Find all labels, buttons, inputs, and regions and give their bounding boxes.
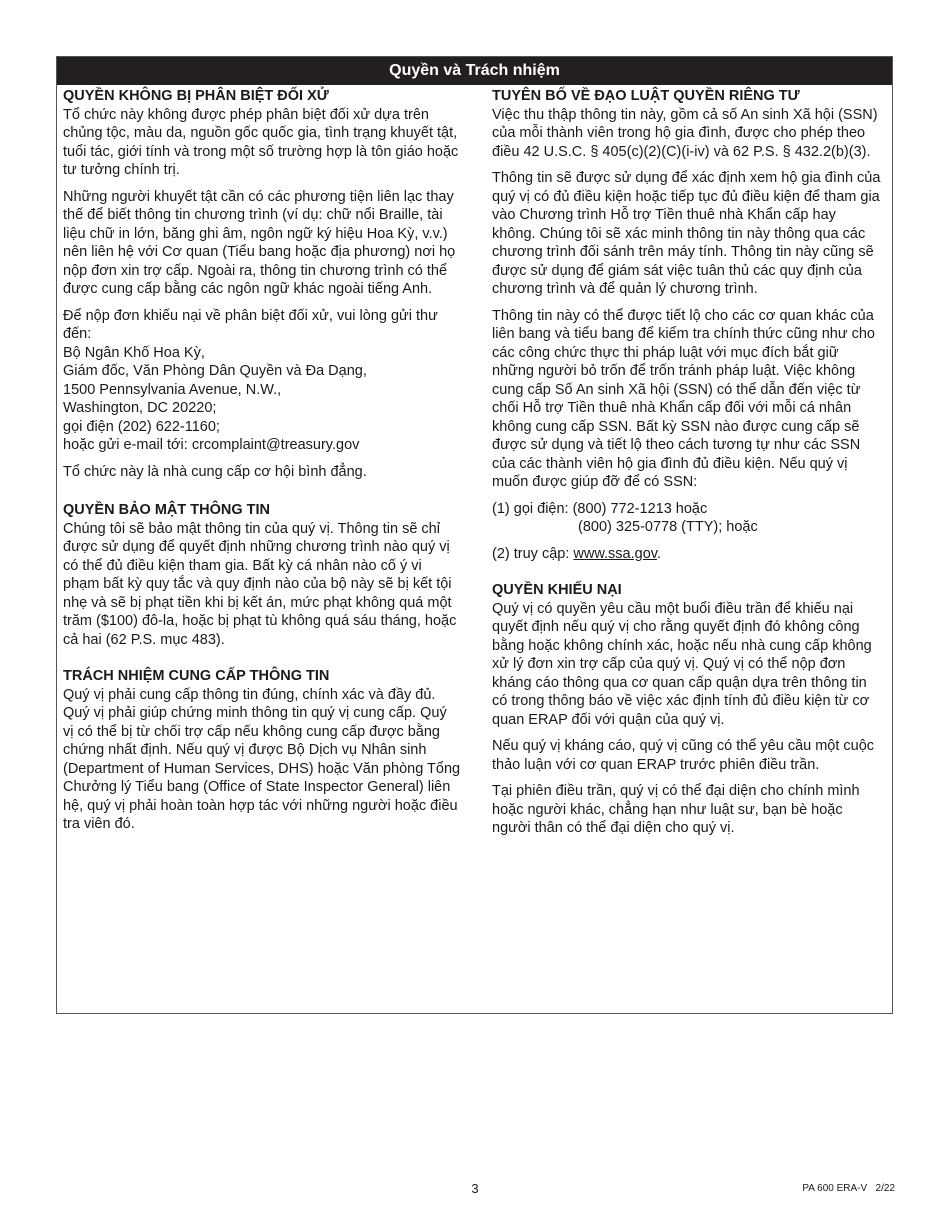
responsibility-section xyxy=(63,667,461,834)
right-column xyxy=(492,87,882,852)
appeal-para-3: Tại phiên điều trần, quý vị có thể đại diện cho chính mình hoặc người khác, chẳng hạn như luật sư, bạn bè hoặc người thân có thể đại diện cho quý vị. xyxy=(492,783,860,836)
nondiscrimination-para-2: Những người khuyết tật cần có các phương tiện liên lạc thay thế để biết thông tin chương trình (ví dụ: chữ nổi Braille, tài liệu chữ in lớn, băng ghi âm, ngôn ngữ ký hiệu Hoa Kỳ, v.v.) nên liên hệ với Cơ quan (Tiểu bang hoặc địa phương) nơi họ nộp đơn xin trợ cấp. Ngoài ra, thông tin chương trình có thể được cung cấp bằng các ngôn ngữ khác ngoài tiếng Anh. xyxy=(63,188,456,297)
nondiscrimination-section xyxy=(63,87,461,481)
responsibility-heading: TRÁCH NHIỆM CUNG CẤP THÔNG TIN xyxy=(63,668,330,684)
privacy-para: Chúng tôi sẽ bảo mật thông tin của quý vị. Thông tin sẽ chỉ được sử dụng để quyết định những chương trình nào quý vị có thể đủ điều kiện tham gia. Bất kỳ cá nhân nào cố ý vi phạm bất kỳ quy tắc và quy định nào của bộ này sẽ bị kết tội nhẹ và sẽ bị phạt tiền khi bị kết án, mức phạt không quá một trăm ($100) đô-la, hoặc bị phạt tù không quá sáu tháng, hoặc cả hai (62 P.S. mục 483). xyxy=(63,520,457,648)
appeal-para-2: Nếu quý vị kháng cáo, quý vị cũng có thể yêu cầu một cuộc thảo luận với cơ quan ERAP trước phiên điều trần. xyxy=(492,738,875,773)
equal-opportunity-statement: Tổ chức này là nhà cung cấp cơ hội bình đẳng. xyxy=(63,463,367,480)
rights-box xyxy=(56,56,893,1014)
privacy-act-heading: TUYÊN BỐ VỀ ĐẠO LUẬT QUYỀN RIÊNG TƯ xyxy=(492,88,800,104)
visit-prefix: (2) truy cập: xyxy=(492,545,574,562)
visit-suffix: . xyxy=(656,545,661,562)
privacy-heading: QUYỀN BẢO MẬT THÔNG TIN xyxy=(63,502,271,518)
privacy-section xyxy=(63,501,461,649)
phone-line-2: (800) 325-0778 (TTY); hoặc xyxy=(578,519,758,535)
phone-line-1: (1) gọi điện: (800) 772-1213 hoặc xyxy=(492,500,708,517)
address-line: Bộ Ngân Khố Hoa Kỳ, xyxy=(63,344,205,361)
page-number: 3 xyxy=(471,1181,479,1196)
privacy-act-para-1: Việc thu thập thông tin này, gồm cả số An sinh Xã hội (SSN) của mỗi thành viên trong hộ gia đình, được cho phép theo điều 42 U.S.C. § 405(c)(2)(C)(i-iv) và 62 P.S. § 432.2(b)(3). xyxy=(492,106,878,160)
privacy-act-para-2: Thông tin sẽ được sử dụng để xác định xem hộ gia đình của quý vị có đủ điều kiện hoặc tiếp tục đủ điều kiện để tham gia vào Chương trình Hỗ trợ Tiền thuê nhà Khẩn cấp hay không. Chúng tôi sẽ xác minh thông tin này thông qua các chương trình đối sánh trên máy tính. Thông tin này cũng sẽ được sử dụng để giám sát việc tuân thủ các quy định của chương trình và để quản lý chương trình. xyxy=(492,170,881,297)
privacy-act-section xyxy=(492,87,882,563)
complaint-address xyxy=(63,344,461,455)
form-code: PA 600 ERA-V 2/22 xyxy=(802,1183,895,1194)
privacy-act-para-3: Thông tin này có thể được tiết lộ cho các cơ quan khác của liên bang và tiểu bang để kiểm tra chính thức cũng như cho các công chức thực thi pháp luật với mục đích bắt giữ những người bỏ trốn để trốn tránh pháp luật. Việc không cung cấp Số An sinh Xã hội (SSN) có thể dẫn đến việc từ chối Hỗ trợ Tiền thuê nhà Khẩn cấp đối với mỗi cá nhân không cung cấp SSN. Bất kỳ SSN nào được cung cấp sẽ được sử dụng và tiết lộ theo cách tương tự như các SSN của các thành viên hộ gia đình đủ điều kiện. Nếu quý vị muốn được giúp đỡ để có SSN: xyxy=(492,307,875,490)
ssa-link[interactable]: www.ssa.gov xyxy=(573,545,657,562)
ssa-visit xyxy=(492,545,882,564)
address-phone: gọi điện (202) 622-1160; xyxy=(63,418,220,435)
appeal-para-1: Quý vị có quyền yêu cầu một buổi điều trần để khiếu nại quyết định nếu quý vị cho rằng quyết định đó không công bằng hoặc không chính xác, hoặc nếu nhà cung cấp không xử lý đơn xin trợ cấp của quý vị. Quý vị có thể nộp đơn kháng cáo thông qua cơ quan cấp quận dựa trên thông tin có trong thông báo về việc xác định tính đủ điều kiện từ cơ quan ERAP đối với quận của quý vị. xyxy=(492,600,872,728)
responsibility-para: Quý vị phải cung cấp thông tin đúng, chính xác và đầy đủ. Quý vị phải giúp chứng minh thông tin quý vị cung cấp. Quý vị có thể bị từ chối trợ cấp nếu không cung cấp được bằng chứng nhất định. Nếu quý vị được Bộ Dịch vụ Nhân sinh (Department of Human Services, DHS) hoặc Văn phòng Tổng Chưởng lý Tiểu bang (Office of State Inspector General) liên hệ, quý vị phải hoàn toàn hợp tác với những người hoặc điều tra viên đó. xyxy=(63,686,461,832)
address-line: Giám đốc, Văn Phòng Dân Quyền và Đa Dạng, xyxy=(63,363,367,379)
address-line: 1500 Pennsylvania Avenue, N.W., xyxy=(63,381,282,398)
appeal-heading: QUYỀN KHIẾU NẠI xyxy=(492,582,622,598)
appeal-section xyxy=(492,581,882,838)
nondiscrimination-para-1: Tổ chức này không được phép phân biệt đối xử dựa trên chủng tộc, màu da, nguồn gốc quốc gia, tình trạng khuyết tật, tuổi tác, giới tính và trong một số trường hợp là tôn giáo hoặc tư tưởng chính trị. xyxy=(63,106,459,178)
left-column xyxy=(63,87,461,848)
address-email: hoặc gửi e-mail tới: crcomplaint@treasury.gov xyxy=(63,437,360,453)
ssa-phone xyxy=(492,500,882,537)
complaint-intro: Để nộp đơn khiếu nại về phân biệt đối xử, vui lòng gửi thư đến: xyxy=(63,307,438,342)
address-line: Washington, DC 20220; xyxy=(63,400,217,416)
page-title: Quyền và Trách nhiệm xyxy=(57,57,892,85)
nondiscrimination-heading: QUYỀN KHÔNG BỊ PHÂN BIỆT ĐỐI XỬ xyxy=(63,88,329,104)
